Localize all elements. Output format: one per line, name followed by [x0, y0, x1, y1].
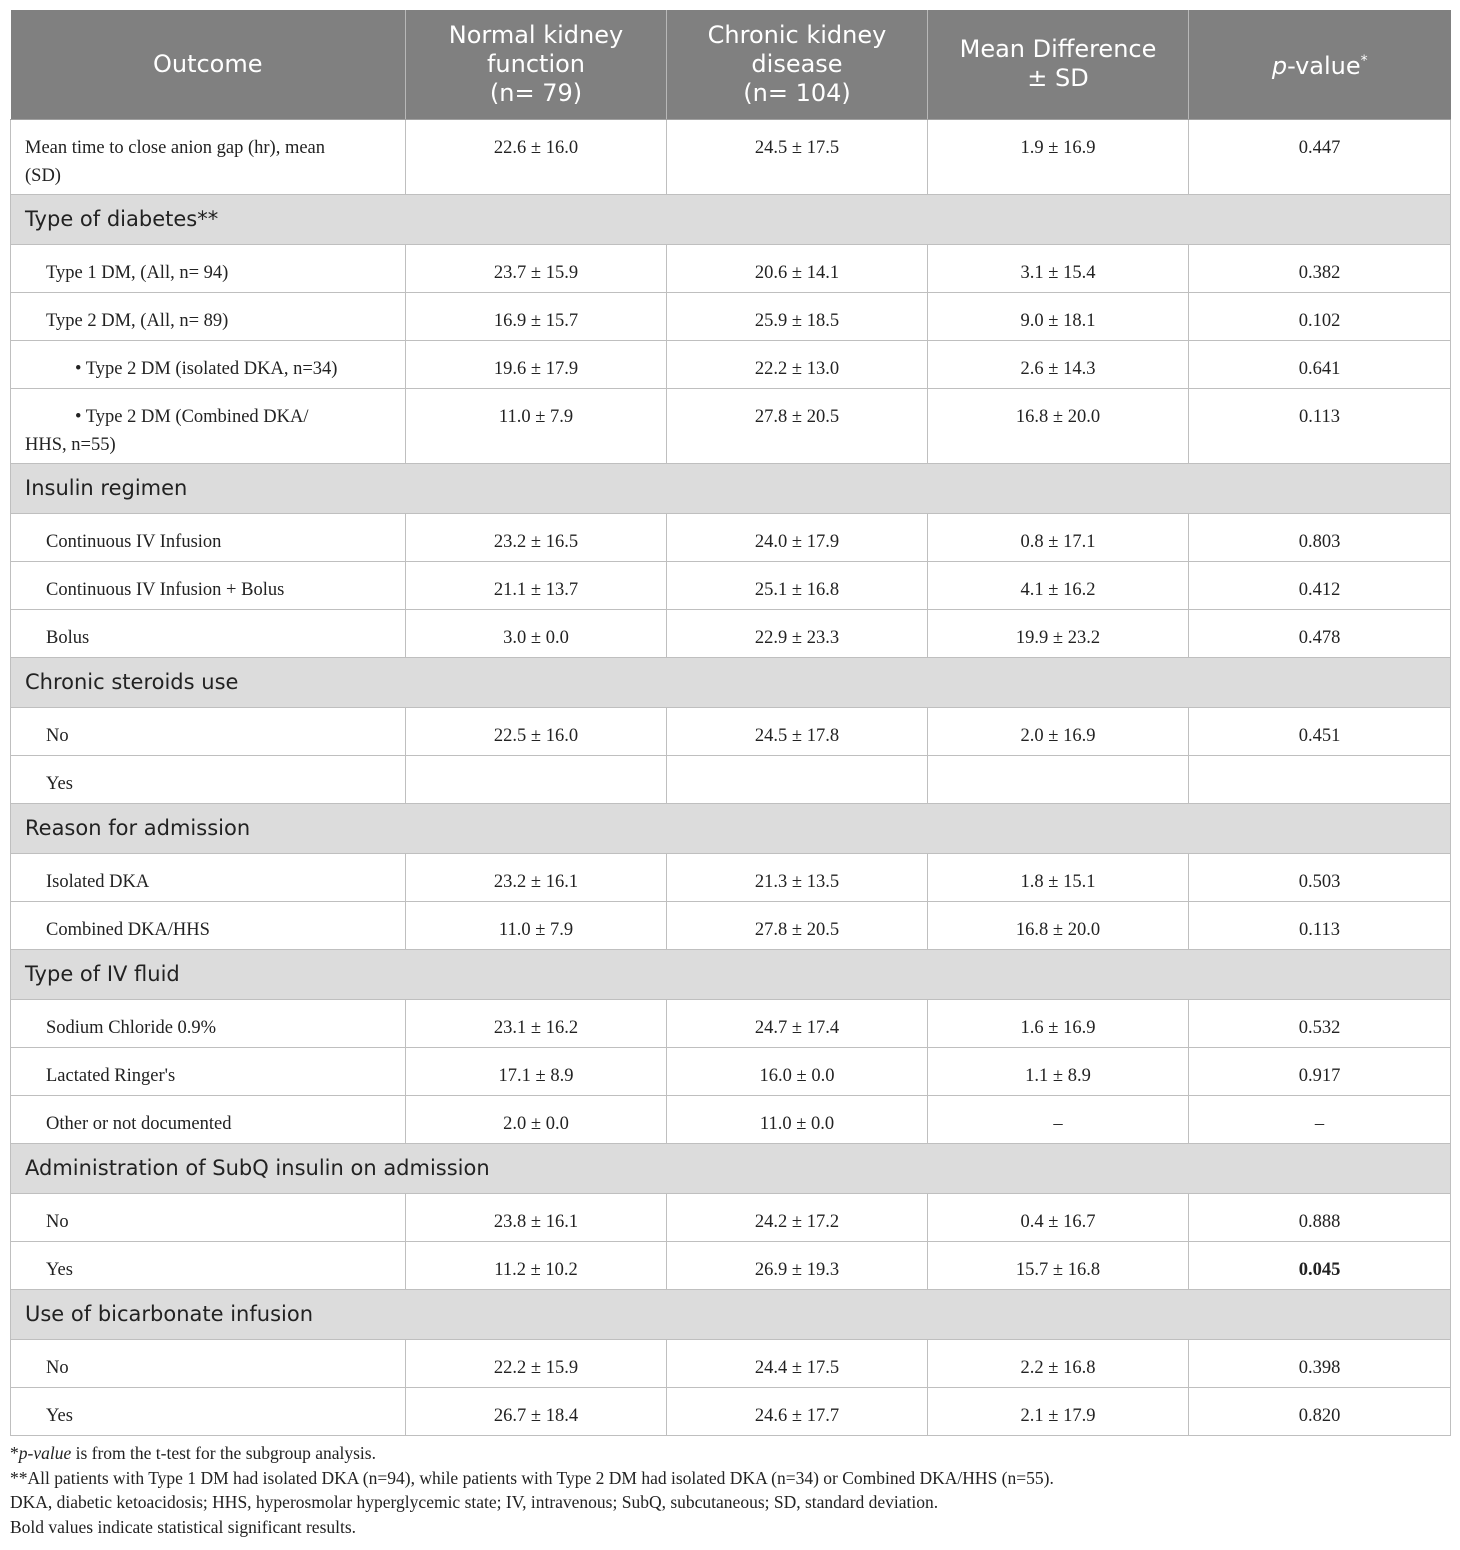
footnote-1-text: is from the t-test for the subgroup analysis.: [71, 1443, 376, 1463]
section-title: Use of bicarbonate infusion: [11, 1289, 1451, 1339]
table-row: [11, 1095, 1451, 1143]
cell-normal: 23.8 ± 16.1: [406, 1193, 667, 1241]
cell-diff: 16.8 ± 20.0: [928, 388, 1189, 463]
cell-p: 0.532: [1189, 999, 1451, 1047]
cell-normal: 21.1 ± 13.7: [406, 561, 667, 609]
cell-ckd: 24.6 ± 17.7: [667, 1387, 928, 1435]
cell-p: 0.803: [1189, 513, 1451, 561]
section-header-row: [11, 803, 1451, 853]
header-p-star: *: [1360, 53, 1368, 70]
cell-diff: 2.0 ± 16.9: [928, 707, 1189, 755]
section-title: Insulin regimen: [11, 463, 1451, 513]
cell-diff: 16.8 ± 20.0: [928, 901, 1189, 949]
header-p-rest: -value: [1287, 52, 1361, 81]
header-ckd-line1: Chronic kidney: [707, 20, 887, 49]
section-header-row: [11, 949, 1451, 999]
row-label: Other or not documented: [11, 1095, 406, 1143]
header-normal-line2: function: [486, 49, 586, 78]
table-row: [11, 1387, 1451, 1435]
table-row: [11, 119, 1451, 194]
cell-p: [1189, 755, 1451, 803]
row-label: No: [11, 1339, 406, 1387]
cell-p: –: [1189, 1095, 1451, 1143]
cell-ckd: 22.2 ± 13.0: [667, 340, 928, 388]
cell-diff: 0.8 ± 17.1: [928, 513, 1189, 561]
cell-diff: 4.1 ± 16.2: [928, 561, 1189, 609]
section-title: Type of IV fluid: [11, 949, 1451, 999]
cell-ckd: 24.5 ± 17.8: [667, 707, 928, 755]
cell-p: 0.412: [1189, 561, 1451, 609]
cell-normal: 17.1 ± 8.9: [406, 1047, 667, 1095]
cell-normal: 22.2 ± 15.9: [406, 1339, 667, 1387]
table-row: [11, 1339, 1451, 1387]
cell-ckd: 22.9 ± 23.3: [667, 609, 928, 657]
cell-ckd: 24.4 ± 17.5: [667, 1339, 928, 1387]
header-diff-line1: Mean Difference: [959, 35, 1157, 64]
row-label: Yes: [11, 1387, 406, 1435]
cell-diff: 1.6 ± 16.9: [928, 999, 1189, 1047]
cell-diff: 2.1 ± 17.9: [928, 1387, 1189, 1435]
row-label: • Type 2 DM (Combined DKA/ HHS, n=55): [11, 388, 406, 463]
cell-diff: 1.1 ± 8.9: [928, 1047, 1189, 1095]
cell-normal: 11.2 ± 10.2: [406, 1241, 667, 1289]
cell-ckd: 27.8 ± 20.5: [667, 901, 928, 949]
cell-p: 0.641: [1189, 340, 1451, 388]
cell-ckd: 25.9 ± 18.5: [667, 292, 928, 340]
footnote-3: DKA, diabetic ketoacidosis; HHS, hyperosmolar hyperglycemic state; IV, intravenous; SubQ, subcutaneous; SD, standard deviation.: [10, 1492, 939, 1512]
footnote-2: **All patients with Type 1 DM had isolated DKA (n=94), while patients with Type 2 DM had isolated DKA (n=34) or Combined DKA/HHS (n=55).: [10, 1467, 1054, 1488]
table-row: [11, 707, 1451, 755]
table-row: [11, 292, 1451, 340]
header-outcome: Outcome: [11, 10, 406, 119]
cell-ckd: 27.8 ± 20.5: [667, 388, 928, 463]
cell-ckd: 20.6 ± 14.1: [667, 244, 928, 292]
table-row: [11, 340, 1451, 388]
section-header-row: [11, 1143, 1451, 1193]
cell-diff: 2.6 ± 14.3: [928, 340, 1189, 388]
row-label: No: [11, 1193, 406, 1241]
row-label: Bolus: [11, 609, 406, 657]
cell-diff: 3.1 ± 15.4: [928, 244, 1189, 292]
header-ckd: [667, 10, 928, 119]
header-normal-line1: Normal kidney: [448, 20, 624, 49]
section-title: Reason for admission: [11, 803, 1451, 853]
cell-diff: 1.9 ± 16.9: [928, 119, 1189, 194]
section-header-row: [11, 194, 1451, 244]
footnote-1: [10, 1441, 1450, 1466]
section-header-row: [11, 463, 1451, 513]
cell-p: 0.113: [1189, 388, 1451, 463]
section-header-row: [11, 1289, 1451, 1339]
cell-diff: 0.4 ± 16.7: [928, 1193, 1189, 1241]
cell-diff: 19.9 ± 23.2: [928, 609, 1189, 657]
footnote-4: Bold values indicate statistical significant results.: [10, 1516, 357, 1537]
row-label: Yes: [11, 755, 406, 803]
table-row: [11, 755, 1451, 803]
row-label: Continuous IV Infusion + Bolus: [11, 561, 406, 609]
cell-p: 0.113: [1189, 901, 1451, 949]
cell-normal: [406, 755, 667, 803]
cell-normal: 2.0 ± 0.0: [406, 1095, 667, 1143]
section-title: Chronic steroids use: [11, 657, 1451, 707]
cell-p: 0.398: [1189, 1339, 1451, 1387]
cell-p: 0.917: [1189, 1047, 1451, 1095]
cell-diff: 9.0 ± 18.1: [928, 292, 1189, 340]
cell-p: 0.102: [1189, 292, 1451, 340]
cell-diff: 2.2 ± 16.8: [928, 1339, 1189, 1387]
cell-ckd: [667, 755, 928, 803]
footnote-1-star: *: [10, 1443, 19, 1463]
header-normal-line3: (n= 79): [489, 78, 583, 107]
cell-normal: 23.1 ± 16.2: [406, 999, 667, 1047]
row-label: No: [11, 707, 406, 755]
header-ckd-line3: (n= 104): [743, 78, 851, 107]
header-ckd-line2: disease: [751, 49, 843, 78]
cell-normal: 11.0 ± 7.9: [406, 388, 667, 463]
table-row: [11, 513, 1451, 561]
cell-p: 0.382: [1189, 244, 1451, 292]
table-row: [11, 609, 1451, 657]
table-body: [11, 119, 1451, 1435]
results-table: [10, 10, 1451, 1436]
header-mean-difference: [928, 10, 1189, 119]
section-header-row: [11, 657, 1451, 707]
cell-p: 0.451: [1189, 707, 1451, 755]
row-label: Isolated DKA: [11, 853, 406, 901]
table-row: [11, 1047, 1451, 1095]
section-title: Administration of SubQ insulin on admission: [11, 1143, 1451, 1193]
cell-ckd: 16.0 ± 0.0: [667, 1047, 928, 1095]
cell-normal: 22.6 ± 16.0: [406, 119, 667, 194]
cell-normal: 23.2 ± 16.5: [406, 513, 667, 561]
results-table-container: [10, 10, 1450, 1436]
table-row: [11, 388, 1451, 463]
cell-ckd: 26.9 ± 19.3: [667, 1241, 928, 1289]
cell-p: 0.447: [1189, 119, 1451, 194]
table-row: [11, 901, 1451, 949]
cell-normal: 11.0 ± 7.9: [406, 901, 667, 949]
row-label: Continuous IV Infusion: [11, 513, 406, 561]
cell-normal: 23.2 ± 16.1: [406, 853, 667, 901]
row-label: • Type 2 DM (isolated DKA, n=34): [11, 340, 406, 388]
cell-ckd: 11.0 ± 0.0: [667, 1095, 928, 1143]
cell-normal: 22.5 ± 16.0: [406, 707, 667, 755]
table-row: [11, 1241, 1451, 1289]
cell-ckd: 24.0 ± 17.9: [667, 513, 928, 561]
table-header: [11, 10, 1451, 119]
cell-diff: –: [928, 1095, 1189, 1143]
cell-normal: 26.7 ± 18.4: [406, 1387, 667, 1435]
cell-p: 0.478: [1189, 609, 1451, 657]
cell-diff: 15.7 ± 16.8: [928, 1241, 1189, 1289]
table-row: [11, 853, 1451, 901]
row-label: Mean time to close anion gap (hr), mean (SD): [11, 119, 406, 194]
table-row: [11, 244, 1451, 292]
cell-ckd: 24.5 ± 17.5: [667, 119, 928, 194]
cell-p: 0.045: [1189, 1241, 1451, 1289]
row-label: Combined DKA/HHS: [11, 901, 406, 949]
footnote-1-italic: p-value: [18, 1443, 72, 1463]
cell-diff: [928, 755, 1189, 803]
row-label: Type 1 DM, (All, n= 94): [11, 244, 406, 292]
row-label: Sodium Chloride 0.9%: [11, 999, 406, 1047]
header-diff-line2: ± SD: [1027, 64, 1089, 93]
cell-p: 0.888: [1189, 1193, 1451, 1241]
cell-ckd: 21.3 ± 13.5: [667, 853, 928, 901]
cell-normal: 23.7 ± 15.9: [406, 244, 667, 292]
table-row: [11, 1193, 1451, 1241]
cell-p: 0.503: [1189, 853, 1451, 901]
cell-p: 0.820: [1189, 1387, 1451, 1435]
cell-ckd: 24.7 ± 17.4: [667, 999, 928, 1047]
cell-ckd: 24.2 ± 17.2: [667, 1193, 928, 1241]
table-row: [11, 999, 1451, 1047]
cell-normal: 19.6 ± 17.9: [406, 340, 667, 388]
header-normal-kidney: [406, 10, 667, 119]
cell-diff: 1.8 ± 15.1: [928, 853, 1189, 901]
section-title: Type of diabetes**: [11, 194, 1451, 244]
row-label: Type 2 DM, (All, n= 89): [11, 292, 406, 340]
table-row: [11, 561, 1451, 609]
row-label: Lactated Ringer's: [11, 1047, 406, 1095]
cell-normal: 3.0 ± 0.0: [406, 609, 667, 657]
cell-ckd: 25.1 ± 16.8: [667, 561, 928, 609]
header-p-italic: p: [1271, 52, 1288, 81]
table-footnotes: [10, 1441, 1450, 1539]
cell-normal: 16.9 ± 15.7: [406, 292, 667, 340]
header-p-value: [1189, 10, 1451, 119]
row-label: Yes: [11, 1241, 406, 1289]
